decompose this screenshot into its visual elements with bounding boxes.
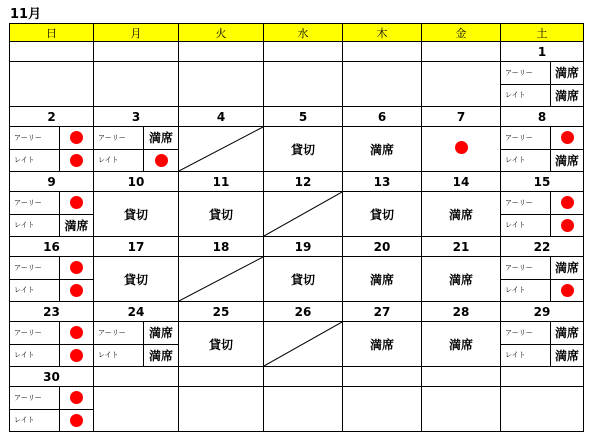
day-cell[interactable] <box>343 322 422 367</box>
slot-status <box>551 85 583 107</box>
weekday-header-wed: 水 <box>264 24 343 42</box>
weekday-header-sat: 土 <box>501 24 584 42</box>
day-content-row <box>10 127 584 172</box>
day-number: 17 <box>94 237 179 257</box>
slot-status-text: 満席 <box>554 153 579 168</box>
empty-day-cell <box>10 62 94 107</box>
day-number <box>501 367 584 387</box>
available-dot-icon <box>155 154 168 167</box>
slot-status <box>60 345 93 367</box>
day-number: 12 <box>264 172 343 192</box>
slot-label: レイト <box>10 150 60 172</box>
slot-list <box>501 192 583 236</box>
day-content-row <box>10 62 584 107</box>
day-number: 1 <box>501 42 584 62</box>
day-cell[interactable] <box>501 192 584 237</box>
day-number <box>179 367 264 387</box>
early-slot[interactable] <box>10 257 93 279</box>
day-number: 2 <box>10 107 94 127</box>
slot-label: アーリー <box>501 62 551 84</box>
day-cell[interactable] <box>422 192 501 237</box>
closed-slash-icon <box>179 257 263 301</box>
available-dot-icon <box>70 326 83 339</box>
day-number: 28 <box>422 302 501 322</box>
available-dot-icon <box>561 284 574 297</box>
slot-status <box>60 387 93 409</box>
day-number: 21 <box>422 237 501 257</box>
empty-day-cell <box>94 62 179 107</box>
slot-label: レイト <box>501 150 551 172</box>
early-slot[interactable] <box>501 62 583 84</box>
available-dot-icon <box>70 349 83 362</box>
day-status-text: 貸切 <box>123 272 148 287</box>
closed-day-cell <box>264 192 343 237</box>
slot-list <box>10 192 93 236</box>
reservation-calendar <box>9 23 584 432</box>
late-slot[interactable] <box>10 279 93 302</box>
slot-status-text: 満席 <box>148 326 173 341</box>
closed-day-cell <box>179 127 264 172</box>
day-cell[interactable] <box>264 257 343 302</box>
late-slot[interactable] <box>501 344 583 367</box>
day-number: 7 <box>422 107 501 127</box>
day-number: 3 <box>94 107 179 127</box>
slot-label: レイト <box>10 280 60 302</box>
slot-list <box>94 127 178 171</box>
day-number: 18 <box>179 237 264 257</box>
day-status-text: 満席 <box>369 272 394 287</box>
slot-status-text: 満席 <box>148 348 173 363</box>
weekday-header-mon: 月 <box>94 24 179 42</box>
early-slot[interactable] <box>10 387 93 409</box>
slot-label: アーリー <box>94 127 144 149</box>
late-slot[interactable] <box>10 344 93 367</box>
day-number: 27 <box>343 302 422 322</box>
slot-label: アーリー <box>10 322 60 344</box>
day-cell[interactable] <box>94 127 179 172</box>
slot-label: アーリー <box>501 322 551 344</box>
day-status-text: 貸切 <box>208 337 233 352</box>
slot-list <box>94 322 178 366</box>
early-slot[interactable] <box>94 322 178 344</box>
slot-status <box>60 192 93 214</box>
day-number: 30 <box>10 367 94 387</box>
date-number-row <box>10 302 584 322</box>
slot-status <box>551 127 583 149</box>
slot-list <box>10 322 93 366</box>
slot-status-text: 満席 <box>64 218 89 233</box>
day-cell[interactable] <box>179 322 264 367</box>
day-status-text: 貸切 <box>290 142 315 157</box>
available-dot-icon <box>561 196 574 209</box>
day-number: 16 <box>10 237 94 257</box>
empty-day-cell <box>422 62 501 107</box>
available-dot-icon <box>70 284 83 297</box>
available-dot-icon <box>70 414 83 427</box>
day-cell[interactable] <box>501 257 584 302</box>
slot-status <box>60 127 93 149</box>
early-slot[interactable] <box>94 127 178 149</box>
available-dot-icon <box>70 391 83 404</box>
day-status-text: 満席 <box>448 272 473 287</box>
day-number: 13 <box>343 172 422 192</box>
day-content-row <box>10 387 584 432</box>
available-dot-icon <box>561 219 574 232</box>
slot-status-text: 満席 <box>554 261 579 276</box>
slot-label: アーリー <box>10 387 60 409</box>
slot-label: レイト <box>94 345 144 367</box>
day-cell[interactable] <box>94 257 179 302</box>
available-dot-icon <box>561 131 574 144</box>
empty-day-cell <box>422 387 501 432</box>
empty-day-cell <box>343 62 422 107</box>
slot-status <box>551 257 583 279</box>
slot-status <box>551 345 583 367</box>
early-slot[interactable] <box>10 192 93 214</box>
day-content-row <box>10 322 584 367</box>
empty-day-cell <box>179 387 264 432</box>
slot-status-text: 満席 <box>554 348 579 363</box>
early-slot[interactable] <box>501 257 583 279</box>
date-number-row <box>10 172 584 192</box>
slot-label: レイト <box>501 215 551 237</box>
slot-status <box>551 322 583 344</box>
closed-slash-icon <box>179 127 263 171</box>
weekday-header-sun: 日 <box>10 24 94 42</box>
day-cell[interactable] <box>10 192 94 237</box>
weekday-header-thu: 木 <box>343 24 422 42</box>
day-status-text: 貸切 <box>208 207 233 222</box>
day-cell[interactable] <box>343 257 422 302</box>
day-number: 10 <box>94 172 179 192</box>
slot-list <box>501 127 583 171</box>
day-number: 15 <box>501 172 584 192</box>
early-slot[interactable] <box>10 127 93 149</box>
slot-label: アーリー <box>501 127 551 149</box>
day-number <box>343 367 422 387</box>
day-cell[interactable] <box>10 257 94 302</box>
available-dot-icon <box>455 141 468 154</box>
late-slot[interactable] <box>501 149 583 172</box>
day-cell[interactable] <box>10 387 94 432</box>
slot-status-text: 満席 <box>554 66 579 81</box>
day-cell[interactable] <box>501 322 584 367</box>
slot-list <box>10 127 93 171</box>
empty-day-cell <box>264 387 343 432</box>
late-slot[interactable] <box>10 214 93 237</box>
late-slot[interactable] <box>94 344 178 367</box>
closed-day-cell <box>179 257 264 302</box>
day-number: 20 <box>343 237 422 257</box>
slot-status <box>60 215 93 237</box>
slot-status <box>144 322 178 344</box>
slot-status <box>60 150 93 172</box>
empty-day-cell <box>264 62 343 107</box>
day-number: 5 <box>264 107 343 127</box>
day-status-text: 貸切 <box>290 272 315 287</box>
slot-status <box>144 345 178 367</box>
slot-status <box>144 150 178 172</box>
slot-label: レイト <box>501 280 551 302</box>
day-number: 4 <box>179 107 264 127</box>
slot-list <box>501 322 583 366</box>
closed-slash-icon <box>264 322 342 366</box>
slot-label: アーリー <box>501 192 551 214</box>
empty-day-cell <box>94 387 179 432</box>
slot-status-text: 満席 <box>554 88 579 103</box>
available-dot-icon <box>70 154 83 167</box>
day-number: 24 <box>94 302 179 322</box>
slot-list <box>10 257 93 301</box>
slot-label: レイト <box>94 150 144 172</box>
date-number-row <box>10 367 584 387</box>
day-number: 26 <box>264 302 343 322</box>
date-number-row <box>10 107 584 127</box>
day-number <box>10 42 94 62</box>
empty-day-cell <box>501 387 584 432</box>
early-slot[interactable] <box>10 322 93 344</box>
slot-label: アーリー <box>94 322 144 344</box>
weekday-header-row <box>10 24 584 42</box>
day-content-row <box>10 192 584 237</box>
day-cell[interactable] <box>343 127 422 172</box>
day-number <box>94 367 179 387</box>
day-number <box>264 367 343 387</box>
day-cell[interactable] <box>94 322 179 367</box>
slot-list <box>501 257 583 301</box>
slot-status <box>551 150 583 172</box>
slot-label: アーリー <box>10 192 60 214</box>
day-number: 6 <box>343 107 422 127</box>
early-slot[interactable] <box>501 192 583 214</box>
day-number <box>422 367 501 387</box>
available-dot-icon <box>70 131 83 144</box>
slot-list <box>10 387 93 431</box>
day-content-row <box>10 257 584 302</box>
slot-list <box>501 62 583 106</box>
slot-status <box>551 215 583 237</box>
slot-label: レイト <box>10 215 60 237</box>
late-slot[interactable] <box>10 149 93 172</box>
late-slot[interactable] <box>501 214 583 237</box>
day-cell[interactable] <box>501 127 584 172</box>
day-cell[interactable] <box>422 127 501 172</box>
slot-status-text: 満席 <box>148 131 173 146</box>
early-slot[interactable] <box>501 127 583 149</box>
late-slot[interactable] <box>10 409 93 432</box>
late-slot[interactable] <box>501 84 583 107</box>
slot-status <box>60 410 93 432</box>
day-number: 25 <box>179 302 264 322</box>
day-cell[interactable] <box>422 257 501 302</box>
slot-status-text: 満席 <box>554 326 579 341</box>
available-dot-icon <box>70 261 83 274</box>
slot-status <box>551 62 583 84</box>
day-cell[interactable] <box>10 127 94 172</box>
day-number: 8 <box>501 107 584 127</box>
day-number: 22 <box>501 237 584 257</box>
day-number: 9 <box>10 172 94 192</box>
day-number: 14 <box>422 172 501 192</box>
slot-status <box>60 257 93 279</box>
empty-day-cell <box>343 387 422 432</box>
day-cell[interactable] <box>94 192 179 237</box>
day-status-text: 満席 <box>448 337 473 352</box>
slot-status <box>551 192 583 214</box>
slot-status <box>551 280 583 302</box>
day-cell[interactable] <box>264 127 343 172</box>
day-number <box>94 42 179 62</box>
available-dot-icon <box>70 196 83 209</box>
day-cell[interactable] <box>501 62 584 107</box>
slot-status <box>60 280 93 302</box>
date-number-row <box>10 42 584 62</box>
date-number-row <box>10 237 584 257</box>
day-cell[interactable] <box>343 192 422 237</box>
day-number <box>343 42 422 62</box>
slot-status <box>60 322 93 344</box>
day-number: 29 <box>501 302 584 322</box>
slot-label: レイト <box>501 85 551 107</box>
day-number: 19 <box>264 237 343 257</box>
weekday-header-tue: 火 <box>179 24 264 42</box>
closed-day-cell <box>264 322 343 367</box>
day-status-text: 貸切 <box>123 207 148 222</box>
day-status-text: 満席 <box>448 207 473 222</box>
late-slot[interactable] <box>501 279 583 302</box>
day-status-text: 満席 <box>369 142 394 157</box>
day-status-text: 貸切 <box>369 207 394 222</box>
day-cell[interactable] <box>422 322 501 367</box>
day-number <box>179 42 264 62</box>
day-number: 11 <box>179 172 264 192</box>
slot-label: レイト <box>10 410 60 432</box>
day-number <box>422 42 501 62</box>
empty-day-cell <box>179 62 264 107</box>
day-cell[interactable] <box>10 322 94 367</box>
slot-label: アーリー <box>10 127 60 149</box>
slot-label: レイト <box>501 345 551 367</box>
early-slot[interactable] <box>501 322 583 344</box>
day-number <box>264 42 343 62</box>
closed-slash-icon <box>264 192 342 236</box>
day-number: 23 <box>10 302 94 322</box>
day-status-text: 満席 <box>369 337 394 352</box>
late-slot[interactable] <box>94 149 178 172</box>
slot-status <box>144 127 178 149</box>
slot-label: レイト <box>10 345 60 367</box>
slot-label: アーリー <box>501 257 551 279</box>
month-title: 11月 <box>10 7 42 22</box>
slot-label: アーリー <box>10 257 60 279</box>
weekday-header-fri: 金 <box>422 24 501 42</box>
day-cell[interactable] <box>179 192 264 237</box>
